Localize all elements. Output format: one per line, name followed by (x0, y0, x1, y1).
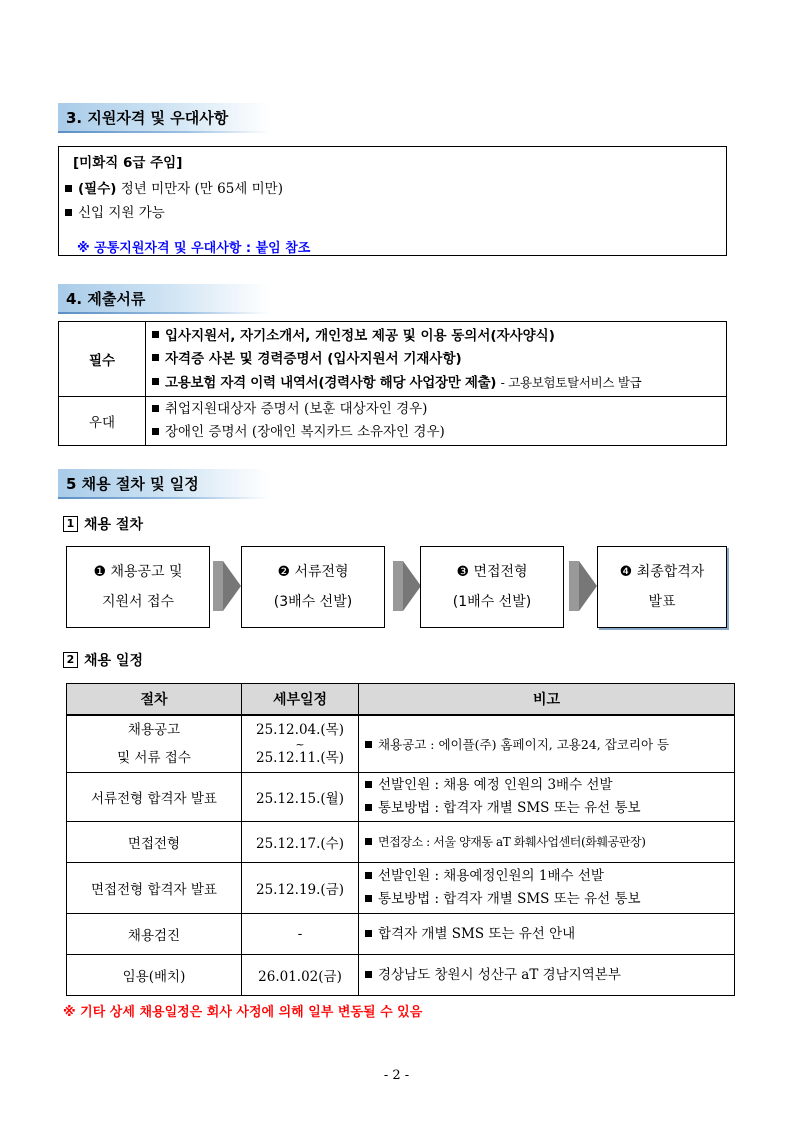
qualification-item-1 (65, 177, 283, 197)
date-text: 25.12.04.(목) (256, 721, 344, 738)
qualification-item-2-text: 신입 지원 가능 (78, 205, 165, 221)
arrow-right-icon (403, 561, 421, 611)
bullet-icon (365, 895, 372, 902)
note-text: 통보방법 : 합격자 개별 SMS 또는 유선 통보 (378, 891, 641, 907)
step-label: 최종합격자 (636, 564, 705, 580)
date-cell: 25.12.15.(월) (242, 773, 359, 822)
arrow-stem (213, 561, 223, 611)
section-4-heading (58, 284, 270, 312)
qualification-note: ※ 공통지원자격 및 우대사항 : 붙임 참조 (77, 241, 311, 256)
date-cell: - (242, 914, 359, 955)
date-cell (242, 715, 359, 773)
section-3-title: 3. 지원자격 및 우대사항 (66, 108, 229, 127)
note-item (359, 733, 734, 756)
number-box-icon: 2 (63, 652, 78, 668)
table-row (67, 955, 735, 996)
note-cell (359, 822, 735, 863)
note-text: 선발인원 : 채용예정인원의 1배수 선발 (378, 868, 604, 884)
required-doc-text: 고용보험 자격 이력 내역서(경력사항 해당 사업장만 제출) (165, 374, 497, 391)
bullet-icon (152, 428, 159, 435)
bullet-icon (152, 405, 159, 412)
bullet-icon (365, 971, 372, 978)
table-row (67, 914, 735, 955)
table-row (67, 863, 735, 914)
schedule-table (66, 683, 735, 996)
note-text: 면접장소 : 서울 양재동 aT 화훼사업센터(화훼공판장) (378, 834, 646, 849)
note-cell (359, 863, 735, 914)
qualification-box (58, 146, 727, 256)
bullet-icon (152, 354, 159, 361)
note-cell (359, 955, 735, 996)
step-cell: 채용검진 (67, 914, 242, 955)
step-label: 면접전형 (473, 564, 528, 580)
preferred-docs-label: 우대 (59, 397, 146, 446)
preferred-doc-item (146, 421, 726, 444)
step-cell-text: 및 서류 접수 (117, 750, 191, 766)
note-cell (359, 773, 735, 822)
required-docs-label: 필수 (59, 322, 146, 397)
required-doc-suffix: - 고용보험토탈서비스 발급 (500, 374, 642, 390)
arrow-right-icon (223, 561, 241, 611)
subsection-procedure-title: 채용 절차 (84, 517, 143, 533)
step-number-icon: ❸ (456, 564, 469, 580)
table-header: 비고 (359, 684, 735, 716)
arrow-right-icon (579, 561, 597, 611)
number-box-icon: 1 (63, 516, 78, 532)
note-item (359, 923, 734, 946)
date-text: 25.12.11.(목) (256, 749, 344, 766)
arrow-stem (393, 561, 403, 611)
preferred-docs-cell (146, 397, 727, 446)
bullet-icon (65, 209, 72, 216)
table-row (67, 822, 735, 863)
preferred-doc-item (146, 398, 726, 421)
note-text: 채용공고 : 에이플(주) 홈페이지, 고용24, 잡코리아 등 (378, 736, 670, 752)
preferred-doc-text: 장애인 증명서 (장애인 복지카드 소유자인 경우) (165, 424, 445, 440)
preferred-doc-text: 취업지원대상자 증명서 (보훈 대상자인 경우) (165, 401, 428, 417)
date-cell: 26.01.02(금) (242, 955, 359, 996)
subsection-schedule-title: 채용 일정 (84, 653, 143, 669)
documents-table (58, 321, 727, 446)
bullet-icon (365, 930, 372, 937)
note-text: 경상남도 창원시 성산구 aT 경남지역본부 (378, 966, 621, 983)
step-cell: 임용(배치) (67, 955, 242, 996)
note-cell (359, 715, 735, 773)
schedule-note: ※ 기타 상세 채용일정은 회사 사정에 의해 일부 변동될 수 있음 (63, 1005, 423, 1020)
qualification-item-2 (65, 201, 165, 221)
step-label-2: 지원서 접수 (101, 594, 175, 610)
note-item (359, 865, 734, 888)
note-text: 통보방법 : 합격자 개별 SMS 또는 유선 통보 (378, 800, 641, 816)
bullet-icon (365, 838, 372, 845)
step-cell: 서류전형 합격자 발표 (67, 773, 242, 822)
rank-label: [미화직 6급 주임] (73, 155, 183, 171)
section-4-title: 4. 제출서류 (66, 289, 146, 308)
procedure-step-4 (597, 546, 727, 628)
step-label-2: (1배수 선발) (452, 594, 532, 610)
table-header: 절차 (67, 684, 242, 716)
date-cell: 25.12.17.(수) (242, 822, 359, 863)
bullet-icon (365, 781, 372, 788)
step-number-icon: ❶ (93, 564, 107, 580)
note-item (359, 964, 734, 987)
note-text: 선발인원 : 채용 예정 인원의 3배수 선발 (378, 777, 613, 793)
procedure-step-3 (420, 546, 564, 628)
step-label: 채용공고 및 (110, 564, 183, 580)
table-row (67, 715, 735, 773)
step-number-icon: ❹ (619, 564, 633, 580)
step-label-2: 발표 (648, 594, 676, 610)
section-5-title: 5 채용 절차 및 일정 (66, 474, 199, 493)
date-cell: 25.12.19.(금) (242, 863, 359, 914)
bullet-icon (365, 804, 372, 811)
subsection-schedule (63, 650, 143, 670)
note-text: 합격자 개별 SMS 또는 유선 안내 (378, 925, 576, 942)
bullet-icon (152, 378, 159, 385)
required-doc-text: 자격증 사본 및 경력증명서 (입사지원서 기재사항) (165, 350, 462, 367)
qualification-item-1-text: 정년 미만자 (만 65세 미만) (120, 181, 283, 197)
date-separator: ~ (295, 737, 305, 751)
step-cell (67, 715, 242, 773)
required-doc-text: 입사지원서, 자기소개서, 개인정보 제공 및 이용 동의서(자사양식) (165, 327, 555, 344)
bullet-icon (152, 331, 159, 338)
bullet-icon (365, 872, 372, 879)
step-cell-text: 채용공고 (127, 722, 181, 738)
table-row (67, 773, 735, 822)
bullet-icon (365, 741, 372, 748)
table-header: 세부일정 (242, 684, 359, 716)
step-cell: 면접전형 합격자 발표 (67, 863, 242, 914)
note-item (359, 888, 734, 911)
note-item (359, 797, 734, 820)
note-item (359, 831, 734, 854)
page-number: - 2 - (383, 1068, 410, 1083)
required-tag: (필수) (78, 181, 117, 197)
required-doc-item (146, 325, 726, 348)
required-doc-item (146, 348, 726, 371)
step-label: 서류전형 (294, 564, 349, 580)
bullet-icon (65, 185, 72, 192)
required-docs-cell (146, 322, 727, 397)
procedure-step-1 (66, 546, 210, 628)
note-cell (359, 914, 735, 955)
required-doc-item (146, 371, 726, 394)
note-item (359, 774, 734, 797)
step-cell: 면접전형 (67, 822, 242, 863)
subsection-procedure (63, 514, 143, 534)
arrow-stem (569, 561, 579, 611)
step-label-2: (3배수 선발) (273, 594, 353, 610)
section-5-heading (58, 469, 270, 497)
step-number-icon: ❷ (277, 564, 290, 580)
procedure-step-2 (241, 546, 385, 628)
section-3-heading (58, 103, 270, 131)
